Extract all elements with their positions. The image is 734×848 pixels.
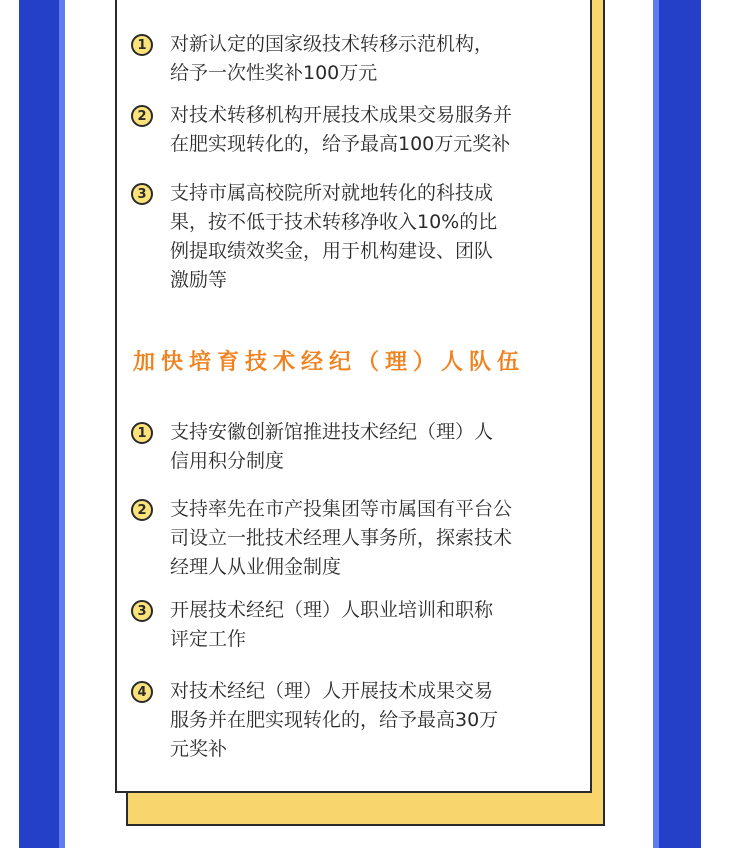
number-badge: 1 <box>131 34 153 56</box>
number-badge: 2 <box>131 499 153 521</box>
item-text: 对技术经纪（理）人开展技术成果交易 服务并在肥实现转化的，给予最高30万 元奖补 <box>170 680 499 760</box>
left-blue-band <box>19 0 65 848</box>
right-blue-band <box>653 0 701 848</box>
item-text: 开展技术经纪（理）人职业培训和职称 评定工作 <box>170 599 494 650</box>
section-title: 加快培育技术经纪（理）人队伍 <box>133 350 526 375</box>
item-text: 对技术转移机构开展技术成果交易服务并 在肥实现转化的，给予最高100万元奖补 <box>170 104 513 155</box>
number-badge: 3 <box>131 183 153 205</box>
item-text: 对新认定的国家级技术转移示范机构， 给予一次性奖补100万元 <box>170 33 494 84</box>
item-text: 支持安徽创新馆推进技术经纪（理）人 信用积分制度 <box>170 421 494 472</box>
item-text: 支持市属高校院所对就地转化的科技成 果，按不低于技术转移净收入10%的比 例提取绩效奖金，用于机构建设、团队 激励等 <box>170 182 498 291</box>
number-badge: 2 <box>131 105 153 127</box>
number-badge: 1 <box>131 422 153 444</box>
item-text: 支持率先在市产投集团等市属国有平台公 司设立一批技术经理人事务所，探索技术 经理人从业佣金制度 <box>170 498 513 578</box>
number-badge: 4 <box>131 681 153 703</box>
number-badge: 3 <box>131 600 153 622</box>
